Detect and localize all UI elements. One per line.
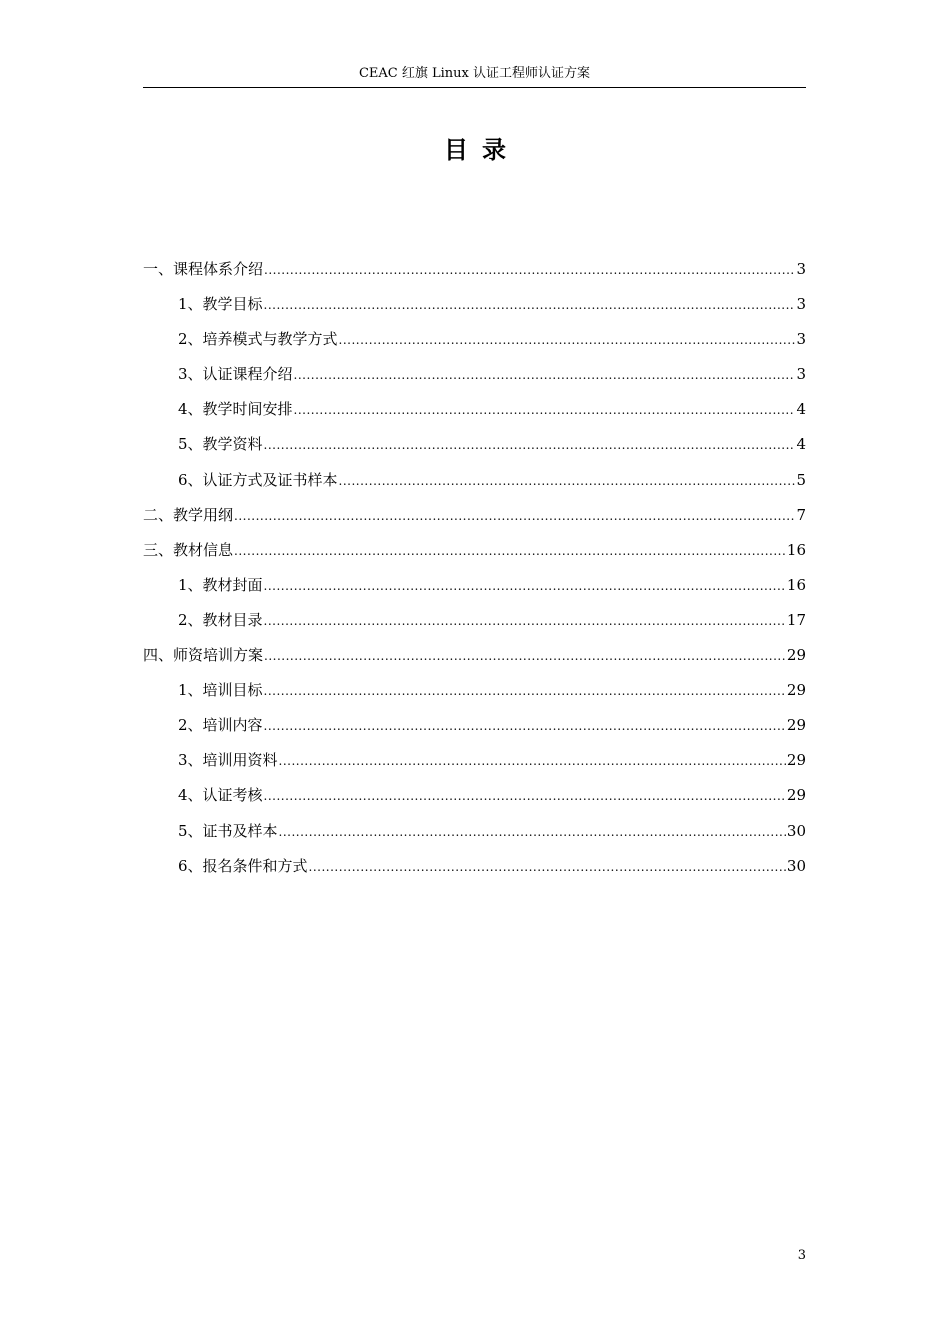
toc-entry-page: 17 (786, 610, 806, 629)
dot-leader (264, 258, 795, 282)
toc-entry-page: 29 (786, 751, 806, 770)
toc-title: 目录 (444, 135, 520, 164)
dot-leader (309, 855, 786, 879)
dot-leader (234, 539, 786, 563)
toc-entry-page: 3 (796, 365, 806, 384)
toc-entry-page: 29 (786, 716, 806, 735)
toc-entry-label: 1、教学目标 (178, 295, 263, 314)
dot-leader (264, 714, 786, 738)
toc-entry-page: 4 (796, 400, 806, 419)
toc-entry[interactable] (143, 538, 806, 573)
toc-entry-page: 3 (796, 260, 806, 278)
table-of-contents (143, 257, 806, 889)
toc-entry-label: 三、教材信息 (143, 540, 234, 559)
toc-entry[interactable] (143, 327, 806, 362)
toc-entry-page: 7 (796, 505, 806, 524)
toc-entry-label: 3、培训用资料 (178, 751, 278, 770)
toc-entry-label: 二、教学用纲 (143, 505, 234, 524)
toc-entry-label: 4、教学时间安排 (178, 400, 293, 419)
toc-entry-label: 四、师资培训方案 (143, 646, 264, 665)
toc-entry[interactable] (143, 819, 806, 854)
toc-entry-label: 3、认证课程介绍 (178, 365, 293, 384)
dot-leader (294, 363, 796, 387)
dot-leader (279, 820, 786, 844)
toc-entry[interactable] (143, 362, 806, 397)
dot-leader (279, 749, 786, 773)
toc-entry-label: 6、报名条件和方式 (178, 856, 308, 875)
toc-entry-label: 2、培训内容 (178, 716, 263, 735)
toc-entry[interactable] (143, 643, 806, 678)
toc-entry-label: 2、教材目录 (178, 610, 263, 629)
dot-leader (264, 574, 786, 598)
toc-entry[interactable] (143, 678, 806, 713)
toc-entry[interactable] (143, 573, 806, 608)
toc-entry-label: 1、教材封面 (178, 575, 263, 594)
toc-entry-label: 1、培训目标 (178, 681, 263, 700)
toc-entry-label: 6、认证方式及证书样本 (178, 470, 338, 489)
toc-entry-page: 16 (786, 540, 806, 559)
toc-entry-label: 一、课程体系介绍 (143, 260, 264, 278)
toc-entry-label: 5、教学资料 (178, 435, 263, 454)
toc-entry-page: 30 (786, 821, 806, 840)
toc-entry[interactable] (143, 468, 806, 503)
toc-entry-page: 3 (796, 330, 806, 349)
toc-entry-page: 29 (786, 681, 806, 700)
toc-entry-page: 29 (786, 786, 806, 805)
toc-entry-page: 5 (796, 470, 806, 489)
toc-entry[interactable] (143, 503, 806, 538)
toc-entry-page: 16 (786, 575, 806, 594)
dot-leader (264, 433, 796, 457)
toc-entry[interactable] (143, 608, 806, 643)
dot-leader (264, 609, 786, 633)
page-number: 3 (797, 1248, 806, 1263)
toc-entry[interactable] (143, 783, 806, 818)
toc-entry-page: 30 (786, 856, 806, 875)
toc-entry[interactable] (143, 432, 806, 467)
toc-entry-label: 2、培养模式与教学方式 (178, 330, 338, 349)
dot-leader (264, 784, 786, 808)
toc-entry[interactable] (143, 713, 806, 748)
toc-entry-page: 4 (796, 435, 806, 454)
toc-entry[interactable] (143, 748, 806, 783)
toc-entry[interactable] (143, 257, 806, 292)
toc-entry[interactable] (143, 854, 806, 889)
toc-entry[interactable] (143, 292, 806, 327)
toc-entry-page: 29 (786, 646, 806, 665)
dot-leader (264, 644, 786, 668)
dot-leader (264, 679, 786, 703)
dot-leader (339, 469, 796, 493)
toc-entry-page: 3 (796, 295, 806, 314)
page-header (143, 66, 806, 88)
toc-entry[interactable] (143, 397, 806, 432)
dot-leader (294, 398, 796, 422)
toc-entry-label: 4、认证考核 (178, 786, 263, 805)
dot-leader (264, 293, 796, 317)
dot-leader (234, 504, 795, 528)
toc-entry-label: 5、证书及样本 (178, 821, 278, 840)
header-text: CEAC 红旗 Linux 认证工程师认证方案 (358, 66, 591, 81)
dot-leader (339, 328, 796, 352)
